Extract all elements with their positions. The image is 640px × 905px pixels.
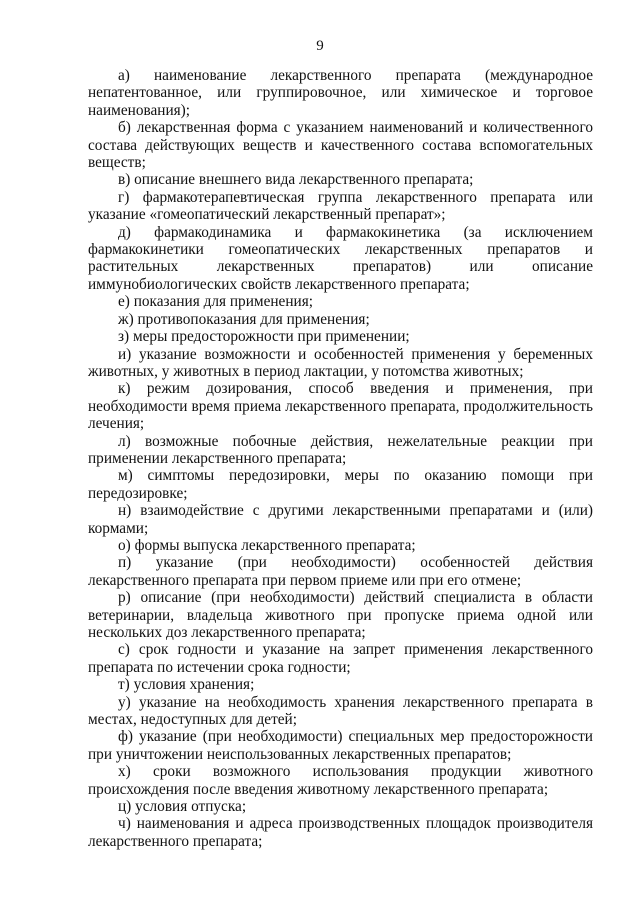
list-item-zh: ж) противопоказания для применения; <box>118 310 370 328</box>
list-item-a: а) наименование лекарственного препарата (международное непатентованное, или группировочное, или химическое и торговое наименования); <box>88 67 593 119</box>
list-item-d: д) фармакодинамика и фармакокинетика (за исключением фармакокинетики гомеопатических лекарственных препаратов и растительных лекарственных препаратов) или описание иммунобиологических свойств лекарственного препарата; <box>88 223 593 293</box>
list-item-n: н) взаимодействие с другими лекарственными препаратами и (или) кормами; <box>88 502 593 537</box>
page-number: 9 <box>316 38 324 54</box>
list-item-ch: ч) наименования и адреса производственных площадок производителя лекарственного препарата; <box>88 815 593 850</box>
list-item-l: л) возможные побочные действия, нежелательные реакции при применении лекарственного препарата; <box>88 432 593 467</box>
list-item-o: о) формы выпуска лекарственного препарата; <box>118 536 416 554</box>
list-item-v: в) описание внешнего вида лекарственного препарата; <box>118 171 474 189</box>
list-item-p: п) указание (при необходимости) особенностей действия лекарственного препарата при первом приеме или при его отмене; <box>88 554 593 589</box>
list-item-r: р) описание (при необходимости) действий специалиста в области ветеринарии, владельца животного при пропуске приема одной или нескольких доз лекарственного препарата; <box>88 589 593 641</box>
list-item-e: е) показания для применения; <box>118 293 313 311</box>
list-item-ts: ц) условия отпуска; <box>118 798 247 816</box>
list-item-g: г) фармакотерапевтическая группа лекарственного препарата или указание «гомеопатический лекарственный препарат»; <box>88 188 593 224</box>
list-item-i: и) указание возможности и особенностей применения у беременных животных, у животных в период лактации, у потомства животных; <box>88 345 593 380</box>
list-item-kh: х) сроки возможного использования продукции животного происхождения после введения животному лекарственного препарата; <box>88 763 593 798</box>
list-item-s: с) срок годности и указание на запрет применения лекарственного препарата по истечении срока годности; <box>88 641 593 676</box>
requirements-list <box>88 67 593 850</box>
list-item-z: з) меры предосторожности при применении; <box>118 328 410 346</box>
list-item-u: у) указание на необходимость хранения лекарственного препарата в местах, недоступных для детей; <box>88 693 593 729</box>
list-item-b: б) лекарственная форма с указанием наименований и количественного состава действующих веществ и качественного состава вспомогательных веществ; <box>88 119 593 172</box>
list-item-m: м) симптомы передозировки, меры по оказанию помощи при передозировке; <box>88 467 593 502</box>
list-item-f: ф) указание (при необходимости) специальных мер предосторожности при уничтожении неиспользованных лекарственных препаратов; <box>88 728 593 763</box>
list-item-k: к) режим дозирования, способ введения и применения, при необходимости время приема лекарственного препарата, продолжительность лечения; <box>88 380 593 433</box>
list-item-t: т) условия хранения; <box>118 676 255 694</box>
